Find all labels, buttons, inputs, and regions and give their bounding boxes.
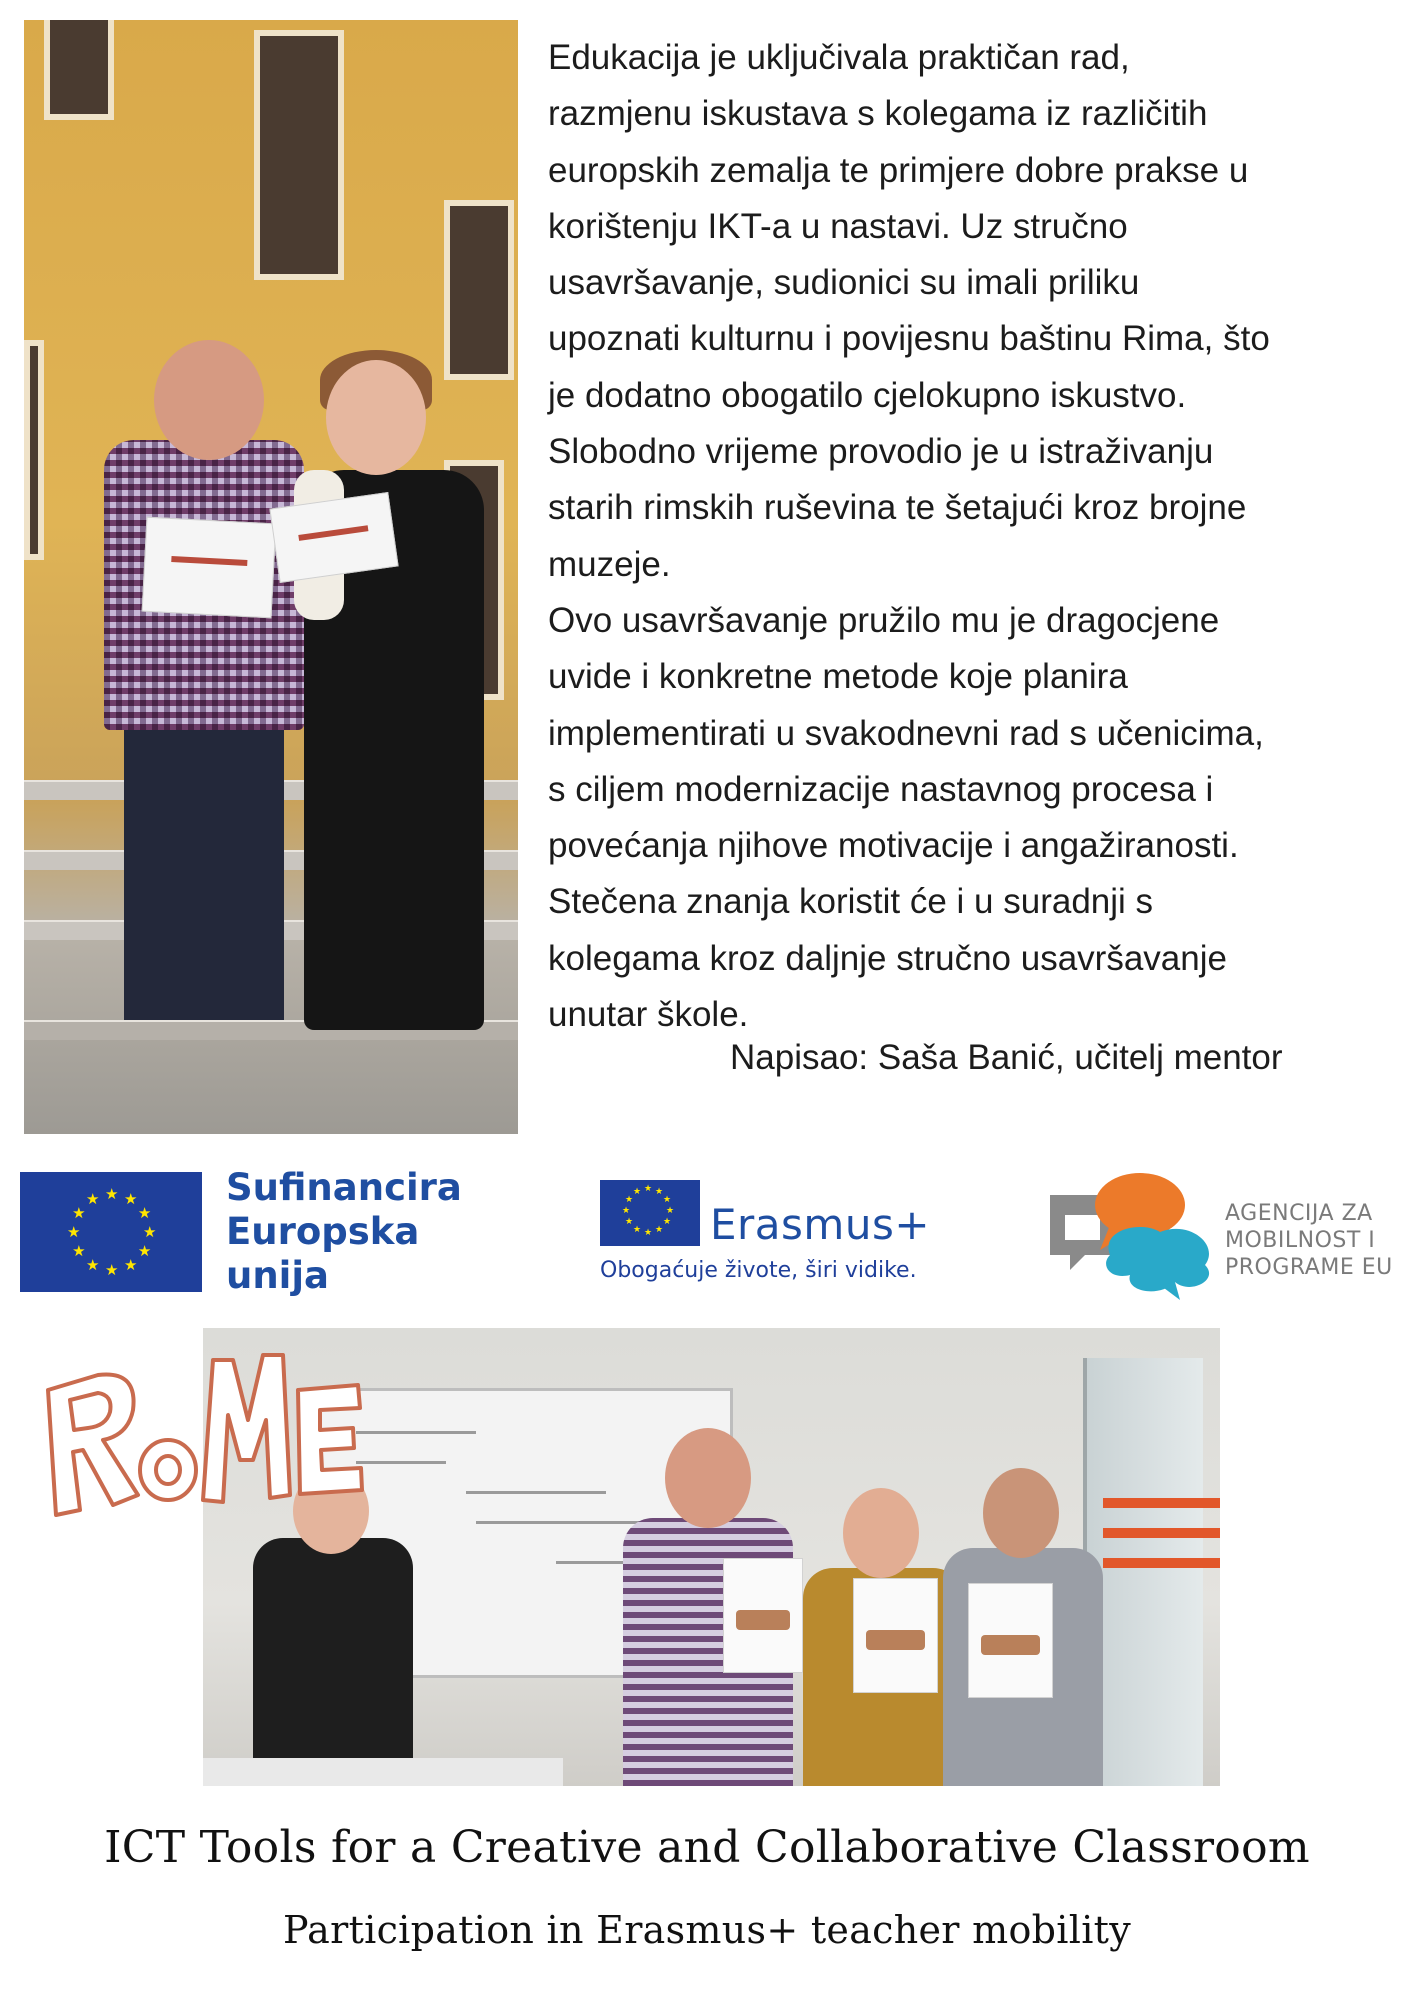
agency-name xyxy=(1225,1200,1393,1281)
eu-logo-line2: Europska unija xyxy=(226,1210,420,1297)
page-title: ICT Tools for a Creative and Collaborative Classroom xyxy=(104,1822,1310,1873)
erasmus-flag-icon xyxy=(600,1180,700,1246)
flag-star-icon: ★ xyxy=(633,1224,642,1235)
flag-star-icon: ★ xyxy=(644,1227,653,1237)
flag-star-icon: ★ xyxy=(72,1205,86,1222)
flag-star-icon: ★ xyxy=(86,1191,100,1209)
flag-star-icon: ★ xyxy=(72,1243,86,1260)
eu-cofunded-logo xyxy=(20,1166,530,1297)
eu-flag-icon xyxy=(20,1172,202,1292)
agency-name-line3: PROGRAME EU xyxy=(1225,1255,1393,1280)
certificate-poster xyxy=(968,1583,1053,1698)
door-stripe xyxy=(1103,1528,1220,1538)
building-window xyxy=(254,30,344,280)
certificate xyxy=(142,517,277,619)
agency-name-line1: AGENCIJA ZA xyxy=(1225,1201,1373,1226)
flag-star-icon: ★ xyxy=(124,1256,138,1274)
flag-star-icon: ★ xyxy=(624,1216,634,1226)
certificate-poster xyxy=(723,1558,803,1673)
door-stripe xyxy=(1103,1498,1220,1508)
flag-star-icon: ★ xyxy=(67,1224,81,1241)
person-head xyxy=(843,1488,919,1578)
building-window xyxy=(24,340,44,560)
agency-name-line2: MOBILNOST I xyxy=(1225,1228,1376,1253)
flag-star-icon: ★ xyxy=(86,1256,100,1274)
flag-star-icon: ★ xyxy=(655,1224,664,1235)
flag-star-icon: ★ xyxy=(633,1185,642,1196)
agency-logo xyxy=(1040,1170,1410,1300)
flag-star-icon: ★ xyxy=(143,1224,157,1241)
flag-star-icon: ★ xyxy=(644,1183,653,1193)
flag-star-icon: ★ xyxy=(105,1186,119,1203)
flag-star-icon: ★ xyxy=(655,1185,664,1196)
building-window xyxy=(44,20,114,120)
page-subtitle: Participation in Erasmus+ teacher mobility xyxy=(282,1908,1131,1952)
whiteboard-writing xyxy=(466,1491,606,1494)
erasmus-name: Erasmus+ xyxy=(710,1200,931,1249)
eu-logo-line1: Sufinancira xyxy=(226,1166,462,1209)
flag-star-icon: ★ xyxy=(137,1205,152,1222)
article-author: Napisao: Saša Banić, učitelj mentor xyxy=(730,1038,1283,1077)
flag-star-icon: ★ xyxy=(105,1262,119,1279)
article-body: Edukacija je uključivala praktičan rad, razmjenu iskustava s kolegama iz različitih europskih zemalja te primjere dobre prakse u korištenju IKT-a u nastavi. Uz stručno usavršavanje, sudionici su imali priliku upoznati kulturnu i povijesnu baštinu Rima, što je dodatno obogatilo cjelokupno iskustvo. Slobodno vrijeme provodio je u istraživanju starih rimskih ruševina te šetajući kroz brojne muzeje. Ovo usavršavanje pružilo mu je dragocjene uvide i konkretne metode koje planira implementirati u svakodnevni rad s učenicima, s ciljem modernizacije nastavnog procesa i povećanja njihove motivacije i angažiranosti. Stečena znanja koristit će i u suradnji s kolegama kroz daljnje stručno usavršavanje unutar škole. xyxy=(548,38,1270,1035)
flag-star-icon: ★ xyxy=(666,1205,675,1215)
flag-star-icon: ★ xyxy=(137,1243,152,1260)
person-head xyxy=(983,1468,1059,1558)
table xyxy=(203,1758,563,1786)
eu-logo-text xyxy=(226,1166,530,1298)
flag-star-icon: ★ xyxy=(663,1194,672,1204)
person-body xyxy=(253,1538,413,1786)
flag-star-icon: ★ xyxy=(624,1194,634,1204)
whiteboard-writing xyxy=(356,1431,476,1434)
whiteboard-writing xyxy=(476,1521,646,1524)
building-window xyxy=(444,200,514,380)
flag-star-icon: ★ xyxy=(622,1205,631,1215)
certificate-poster xyxy=(853,1578,938,1693)
person-legs xyxy=(124,720,284,1020)
erasmus-tagline: Obogaćuje živote, širi vidike. xyxy=(600,1258,917,1283)
rome-lettering xyxy=(28,1330,368,1540)
agency-speech-bubbles-icon xyxy=(1040,1170,1220,1300)
flag-star-icon: ★ xyxy=(663,1216,672,1226)
person-head xyxy=(326,360,426,475)
photo-participants-outdoor xyxy=(24,20,518,1134)
erasmus-logo xyxy=(600,1180,950,1290)
flag-star-icon: ★ xyxy=(124,1191,138,1209)
person-head xyxy=(154,340,264,460)
door-stripe xyxy=(1103,1558,1220,1568)
whiteboard-writing xyxy=(356,1461,446,1464)
person-head xyxy=(665,1428,751,1528)
